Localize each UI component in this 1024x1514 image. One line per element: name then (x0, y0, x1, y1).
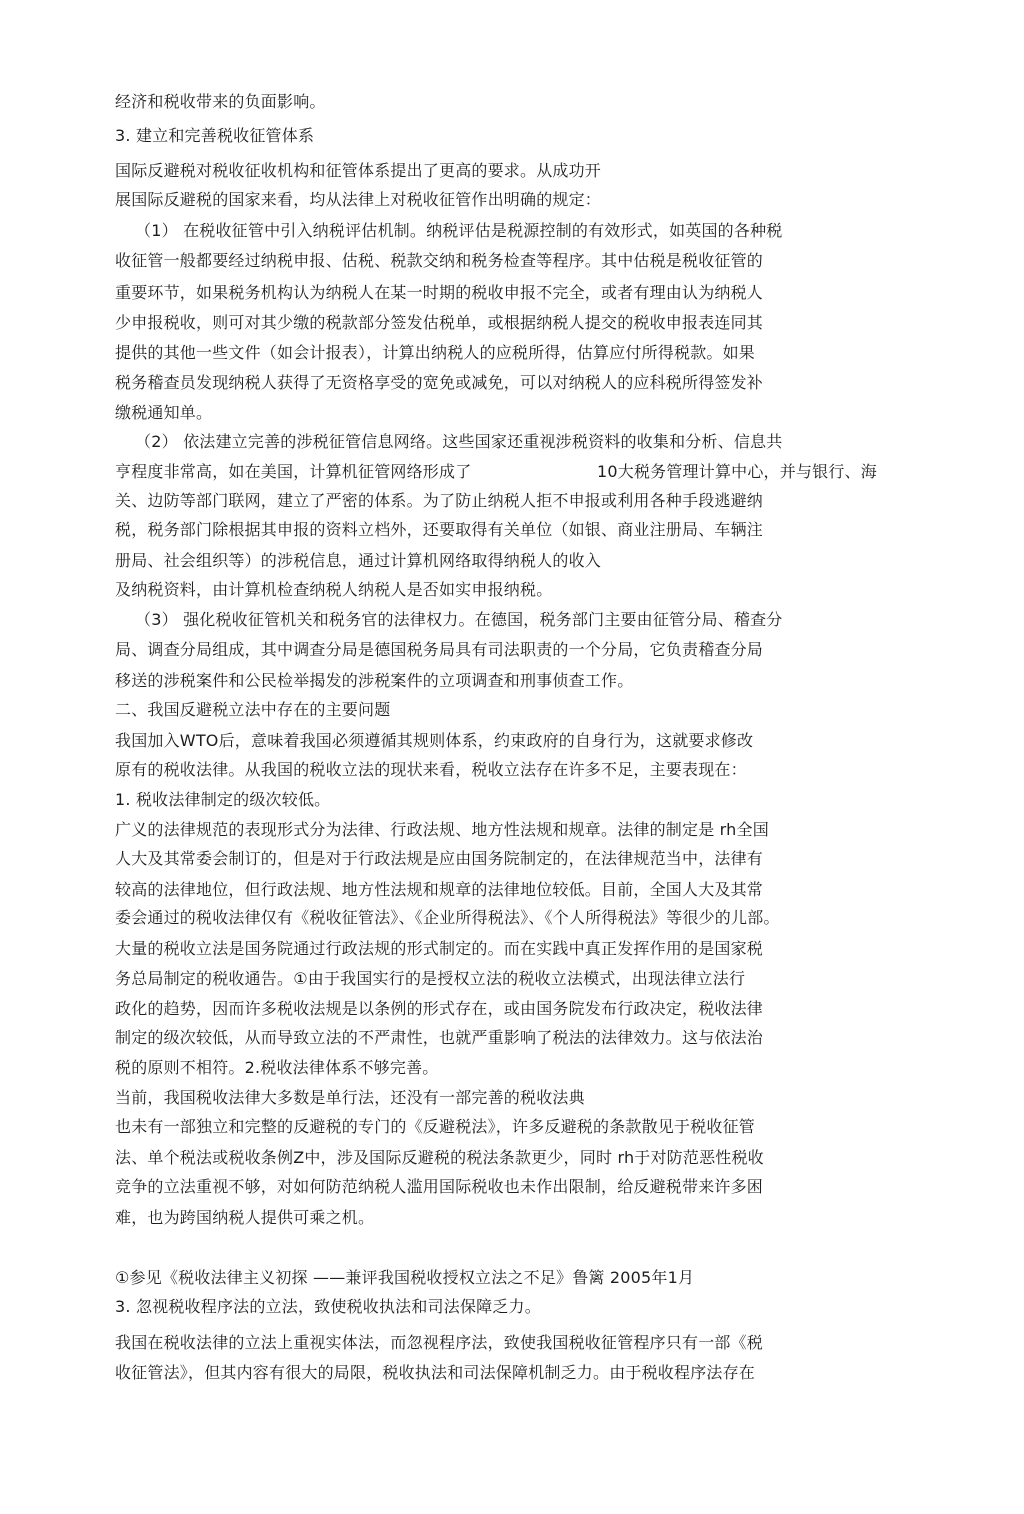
text-line: 收征管法》，但其内容有很大的局限，税收执法和司法保障机制乏力。由于税收程序法存在 (115, 1363, 756, 1382)
text-line: 册局、社会组织等）的涉税信息，通过计算机网络取得纳税人的收入 (115, 551, 602, 570)
text-line: 展国际反避税的国家来看，均从法律上对税收征管作出明确的规定： (115, 190, 602, 209)
section-heading: 3. 建立和完善税收征管体系 (115, 126, 315, 145)
text-line: 务总局制定的税收通告。①由于我国实行的是授权立法的税收立法模式，出现法律立法行 (115, 969, 746, 988)
text-line: 税的原则不相符。2.税收法律体系不够完善。 (115, 1058, 439, 1077)
text-line: 提供的其他一些文件（如会计报表），计算出纳税人的应税所得，估算应付所得税款。如果 (115, 343, 756, 362)
text-line: 委会通过的税收法律仅有《税收征管法》、《企业所得税法》、《个人所得税法》等很少的儿部。 (115, 908, 780, 927)
text-line: 原有的税收法律。从我国的税收立法的现状来看，税收立法存在许多不足，主要表现在： (115, 760, 747, 779)
text-line: 少申报税收，则可对其少缴的税款部分签发估税单，或根据纳税人提交的税收申报表连同其 (115, 313, 764, 332)
footnote: ①参见《税收法律主义初探 ——兼评我国税收授权立法之不足》鲁篱 2005年1月 (115, 1268, 695, 1287)
text-line: （2） 依法建立完善的涉税征管信息网络。这些国家还重视涉税资料的收集和分析、信息共 (135, 432, 783, 451)
text-line: 人大及其常委会制订的，但是对于行政法规是应由国务院制定的，在法律规范当中，法律有 (115, 849, 764, 868)
text-line: 也未有一部独立和完整的反避税的专门的《反避税法》，许多反避税的条款散见于税收征管 (115, 1117, 756, 1136)
text-line: 我国在税收法律的立法上重视实体法，而忽视程序法，致使我国税收征管程序只有一部《税 (115, 1333, 764, 1352)
text-line: 我国加入WTO后，意味着我国必须遵循其规则体系，约束政府的自身行为，这就要求修改 (115, 731, 754, 750)
text-line: 大量的税收立法是国务院通过行政法规的形式制定的。而在实践中真正发挥作用的是国家税 (115, 939, 764, 958)
text-line: 10大税务管理计算中心，并与银行、海 (597, 462, 877, 481)
text-line: 税，税务部门除根据其申报的资料立档外，还要取得有关单位（如银、商业注册局、车辆注 (115, 520, 764, 539)
text-line: （3） 强化税收征管机关和税务官的法律权力。在德国，税务部门主要由征管分局、稽查分 (135, 610, 783, 629)
text-line: 局、调查分局组成，其中调查分局是德国税务局具有司法职责的一个分局，它负责稽查分局 (115, 640, 764, 659)
text-line: 收征管一般都要经过纳税申报、估税、税款交纳和税务检查等程序。其中估税是税收征管的 (115, 251, 764, 270)
text-line: 制定的级次较低，从而导致立法的不严肃性，也就严重影响了税法的法律效力。这与依法治 (115, 1028, 764, 1047)
text-line: 较高的法律地位，但行政法规、地方性法规和规章的法律地位较低。目前，全国人大及其常 (115, 880, 764, 899)
text-line: 政化的趋势，因而许多税收法规是以条例的形式存在，或由国务院发布行政决定，税收法律 (115, 999, 764, 1018)
text-line: 难，也为跨国纳税人提供可乘之机。 (115, 1208, 375, 1227)
text-line: 移送的涉税案件和公民检举揭发的涉税案件的立项调查和刑事侦查工作。 (115, 671, 634, 690)
text-line: 法、单个税法或税收条例Z中，涉及国际反避税的税法条款更少，同时 rh于对防范恶性税收 (115, 1148, 764, 1167)
text-line: 缴税通知单。 (115, 403, 213, 422)
text-line: 亨程度非常高，如在美国，计算机征管网络形成了 (115, 462, 472, 481)
text-line: 当前，我国税收法律大多数是单行法，还没有一部完善的税收法典 (115, 1088, 585, 1107)
text-line: 国际反避税对税收征收机构和征管体系提出了更高的要求。从成功开 (115, 161, 602, 180)
section-heading: 1. 税收法律制定的级次较低。 (115, 790, 331, 809)
text-line: （1） 在税收征管中引入纳税评估机制。纳税评估是税源控制的有效形式，如英国的各种税 (135, 221, 783, 240)
text-line: 经济和税收带来的负面影响。 (115, 92, 326, 111)
text-line: 广义的法律规范的表现形式分为法律、行政法规、地方性法规和规章。法律的制定是 rh全国 (115, 820, 769, 839)
text-line: 税务稽查员发现纳税人获得了无资格享受的宽免或减免，可以对纳税人的应科税所得签发补 (115, 373, 764, 392)
text-line: 竞争的立法重视不够，对如何防范纳税人滥用国际税收也未作出限制，给反避税带来许多困 (115, 1177, 764, 1196)
text-line: 关、边防等部门联网，建立了严密的体系。为了防止纳税人拒不申报或利用各种手段逃避纳 (115, 491, 764, 510)
text-line: 及纳税资料，由计算机检查纳税人纳税人是否如实申报纳税。 (115, 580, 553, 599)
section-heading: 3. 忽视税收程序法的立法，致使税收执法和司法保障乏力。 (115, 1297, 541, 1316)
text-line: 重要环节，如果税务机构认为纳税人在某一时期的税收申报不完全，或者有理由认为纳税人 (115, 283, 764, 302)
section-heading: 二、我国反避税立法中存在的主要问题 (115, 700, 391, 719)
